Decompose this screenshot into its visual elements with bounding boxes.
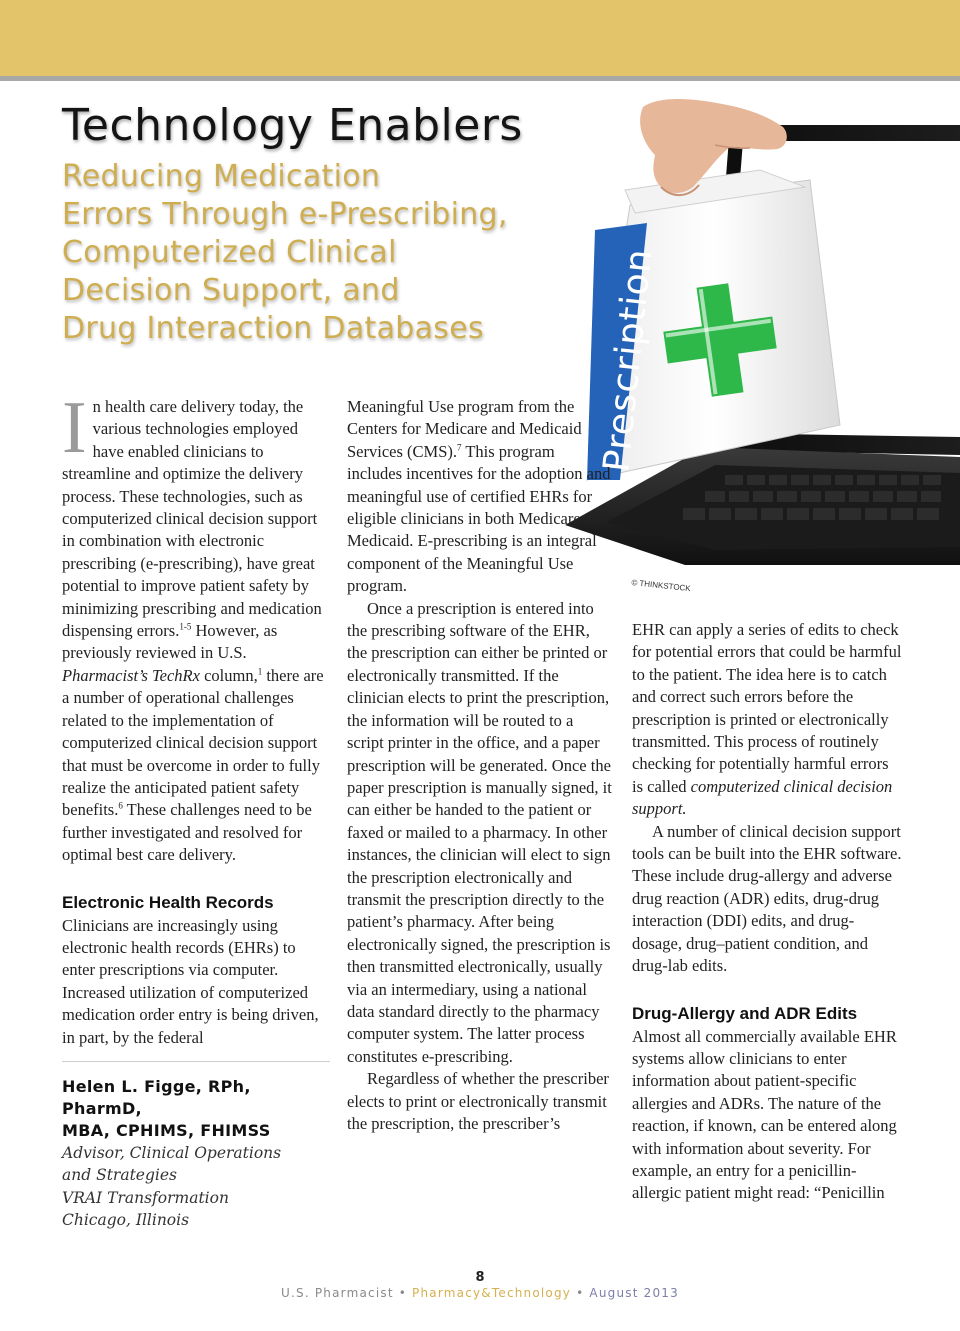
reference-superscript: 7 xyxy=(457,442,462,453)
subtitle-line: Drug Interaction Databases xyxy=(62,311,484,346)
prescription-bag xyxy=(587,170,840,480)
body-paragraph: Once a prescription is entered into the prescribing software of the EHR, the prescription can either be printed or electronically transmitted. If the clinician elects to print the prescription, the information will be routed to a script printer in the office, and a paper prescription will be generated. Once the paper prescription is manually signed, it can either be handed to the patient or faxed or mailed to a pharmacy. In other instances, the clinician will elect to sign the prescription electronically and transmit the prescription directly to the patient’s pharmacy. After being electronically signed, the prescription is then transmitted electronically, usually via an intermediary, using a national data standard directly to the pharmacy computer system. The latter process constitutes e-prescribing. xyxy=(347,598,612,1066)
text-run: These challenges need to be further investigated and resolved for optimal best care delivery. xyxy=(62,800,312,865)
footer-separator: • xyxy=(398,1286,408,1300)
footer-date: August 2013 xyxy=(589,1286,679,1300)
prescription-bag-illustration xyxy=(565,95,960,590)
reference-superscript: 1 xyxy=(257,666,263,677)
section-title: Technology Enablers xyxy=(62,100,523,151)
author-title: Advisor, Clinical Operations xyxy=(62,1143,282,1162)
section-heading: Drug-Allergy and ADR Edits xyxy=(632,1003,858,1023)
intro-paragraph xyxy=(62,387,330,867)
bag-label: Prescription xyxy=(596,246,661,474)
subtitle-line: Errors Through e-Prescribing, xyxy=(62,197,508,232)
author-city: Chicago, Illinois xyxy=(62,1211,190,1230)
text-run: EHR can apply a series of edits to check for potential errors that could be harmful to the patient. The idea here is to catch and correct such errors before the prescription is printed or electronically transmitted. This process of routinely checking for potentially harmful errors is called xyxy=(632,620,902,796)
text-run: n health care delivery today, the various technologies employed have enabled clinicians to streamline and optimize the delivery process. These technologies, such as computerized clinical decision support in combination with electronic prescribing (e-prescribing), have great potential to improve patient safety by minimizing prescribing and medication dispensing errors. xyxy=(62,397,322,641)
section-heading: Electronic Health Records xyxy=(62,892,274,912)
author-divider xyxy=(62,1061,330,1062)
body-paragraph: A number of clinical decision support tools can be built into the EHR software. These include drug-allergy and adverse drug reaction (ADR) edits, drug-drug interaction (DDI) edits, and drug-dosage, drug–patient condition, and drug-lab edits. xyxy=(632,821,902,976)
text-run: there are a number of operational challenges related to the implementation of computerized clinical decision support that must be overcome in order to fully realize the anticipated patient safety benefits. xyxy=(62,665,324,820)
footer-section: Pharmacy&Technology xyxy=(412,1286,572,1300)
author-organization: VRAI Transformation xyxy=(62,1188,229,1207)
text-run: This program includes incentives for the adoption and meaningful use of certified EHRs for eligible clinicians in both Medicare and Medicaid. E-prescribing is an integral component of the Meaningful Use program. xyxy=(347,441,611,596)
body-paragraph: Regardless of whether the prescriber elects to print or electronically transmit the prescription, the prescriber’s xyxy=(347,1069,609,1133)
text-run: column, xyxy=(199,665,258,685)
reference-superscript: 6 xyxy=(118,800,123,811)
subtitle-line: Reducing Medication xyxy=(62,159,381,194)
author-title: and Strategies xyxy=(62,1166,177,1185)
author-name: Helen L. Figge, RPh, PharmD, xyxy=(62,1076,251,1118)
article-subtitle xyxy=(62,158,582,348)
column-2 xyxy=(347,396,612,1135)
italic-run: Pharmacist’s TechRx xyxy=(62,665,200,685)
footer-publication: U.S. Pharmacist xyxy=(281,1286,394,1300)
reference-superscript: 1-5 xyxy=(179,621,192,632)
body-paragraph xyxy=(632,619,902,821)
drop-cap: I xyxy=(62,387,87,469)
text-run: However, as previously reviewed in U.S. xyxy=(62,621,278,663)
column-1 xyxy=(62,387,330,1232)
running-footer xyxy=(0,1286,960,1300)
footer-separator: • xyxy=(576,1286,585,1300)
subtitle-line: Decision Support, and xyxy=(62,273,400,308)
column-3 xyxy=(632,619,902,1205)
subtitle-line: Computerized Clinical xyxy=(62,235,397,270)
page-number: 8 xyxy=(475,1270,485,1285)
top-color-band xyxy=(0,0,960,76)
body-paragraph xyxy=(347,396,612,598)
text-run: Meaningful Use program from the Centers for Medicare and Medicaid Services (CMS). xyxy=(347,397,582,461)
author-block xyxy=(62,1076,330,1232)
photo-credit: © THINKSTOCK xyxy=(631,578,692,594)
body-paragraph: Clinicians are increasingly using electronic health records (EHRs) to enter prescriptions via computer. Increased utilization of computerized medication order entry is being driven, in part, by the federal xyxy=(62,915,319,1047)
body-paragraph: Almost all commercially available EHR systems allow clinicians to enter information about patient-specific allergies and ADRs. The nature of the reaction, if known, can be entered along with information about severity. For example, an entry for a penicillin-allergic patient might read: “Penicillin xyxy=(632,1026,897,1203)
italic-run: computerized clinical decision support. xyxy=(632,776,893,819)
top-gray-rule xyxy=(0,76,960,81)
author-credentials: MBA, CPHIMS, FHIMSS xyxy=(62,1120,271,1140)
